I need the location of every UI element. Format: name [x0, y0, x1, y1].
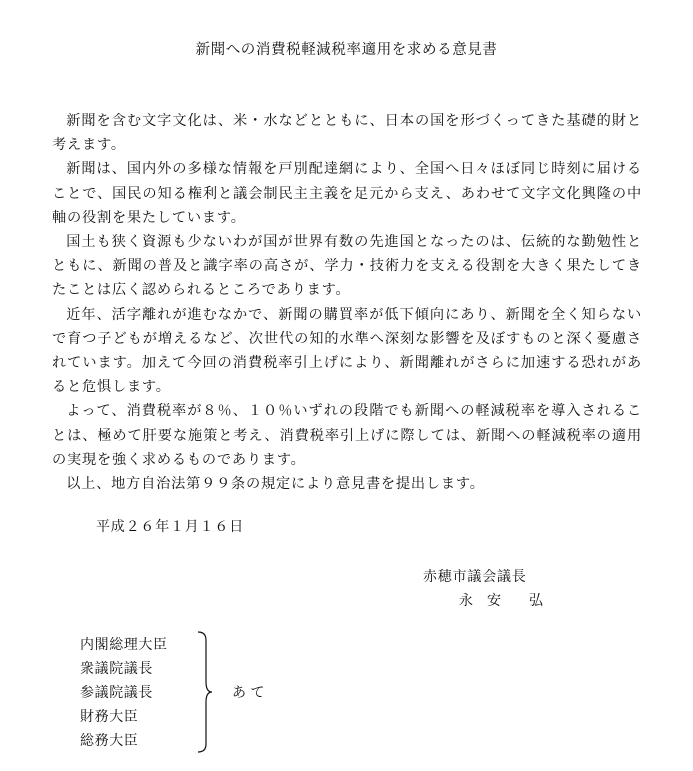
right-brace-icon [196, 630, 216, 754]
paragraph: よって、消費税率が８％、１０％いずれの段階でも新聞への軽減税率を導入されることは、極めて肝要な施策と考え、消費税率引上げに際しては、新聞への軽減税率の適用の実現を強く求めるものであります。 [52, 403, 642, 468]
addressed-to-label: あ て [232, 685, 265, 701]
document-date: 平成２６年１月１６日 [96, 519, 244, 535]
paragraph: 以上、地方自治法第９９条の規定により意見書を提出します。 [66, 476, 485, 493]
recipient-item: 衆議院議長 [80, 661, 153, 677]
recipient-list [80, 633, 168, 753]
recipient-item: 内閣総理大臣 [80, 637, 168, 653]
sender-name: 永 安 弘 [459, 593, 543, 609]
recipient-item: 参議院議長 [80, 685, 153, 701]
paragraph: 近年、活字離れが進むなかで、新聞の購買率が低下傾向にあり、新聞を全く知らないで育つ子どもが増えるなど、次世代の知的水準へ深刻な影響を及ぼすものと深く憂慮されています。加えて今回の消費税率引上げにより、新聞離れがさらに加速する恐れがあると危惧します。 [52, 306, 642, 396]
document-title: 新聞への消費税軽減税率適用を求める意見書 [195, 42, 498, 58]
recipient-item: 総務大臣 [80, 733, 139, 749]
paragraph: 国土も狭く資源も少ないわが国が世界有数の先進国となったのは、伝統的な勤勉性とともに、新聞の普及と識字率の高さが、学力・技術力を支える役割を大きく果たしてきたことは広く認められるところであります。 [52, 234, 642, 299]
paragraph: 新聞は、国内外の多様な情報を戸別配達網により、全国へ日々ほぼ同じ時刻に届けることで、国民の知る権利と議会制民主主義を足元から支え、あわせて文字文化興隆の中軸の役割を果たしています。 [52, 161, 642, 226]
sender-organization: 赤穂市議会議長 [423, 569, 527, 585]
paragraph: 新聞を含む文字文化は、米・水などとともに、日本の国を形づくってきた基礎的財と考えます。 [52, 113, 642, 154]
document-body [52, 109, 642, 496]
recipient-item: 財務大臣 [80, 709, 139, 725]
